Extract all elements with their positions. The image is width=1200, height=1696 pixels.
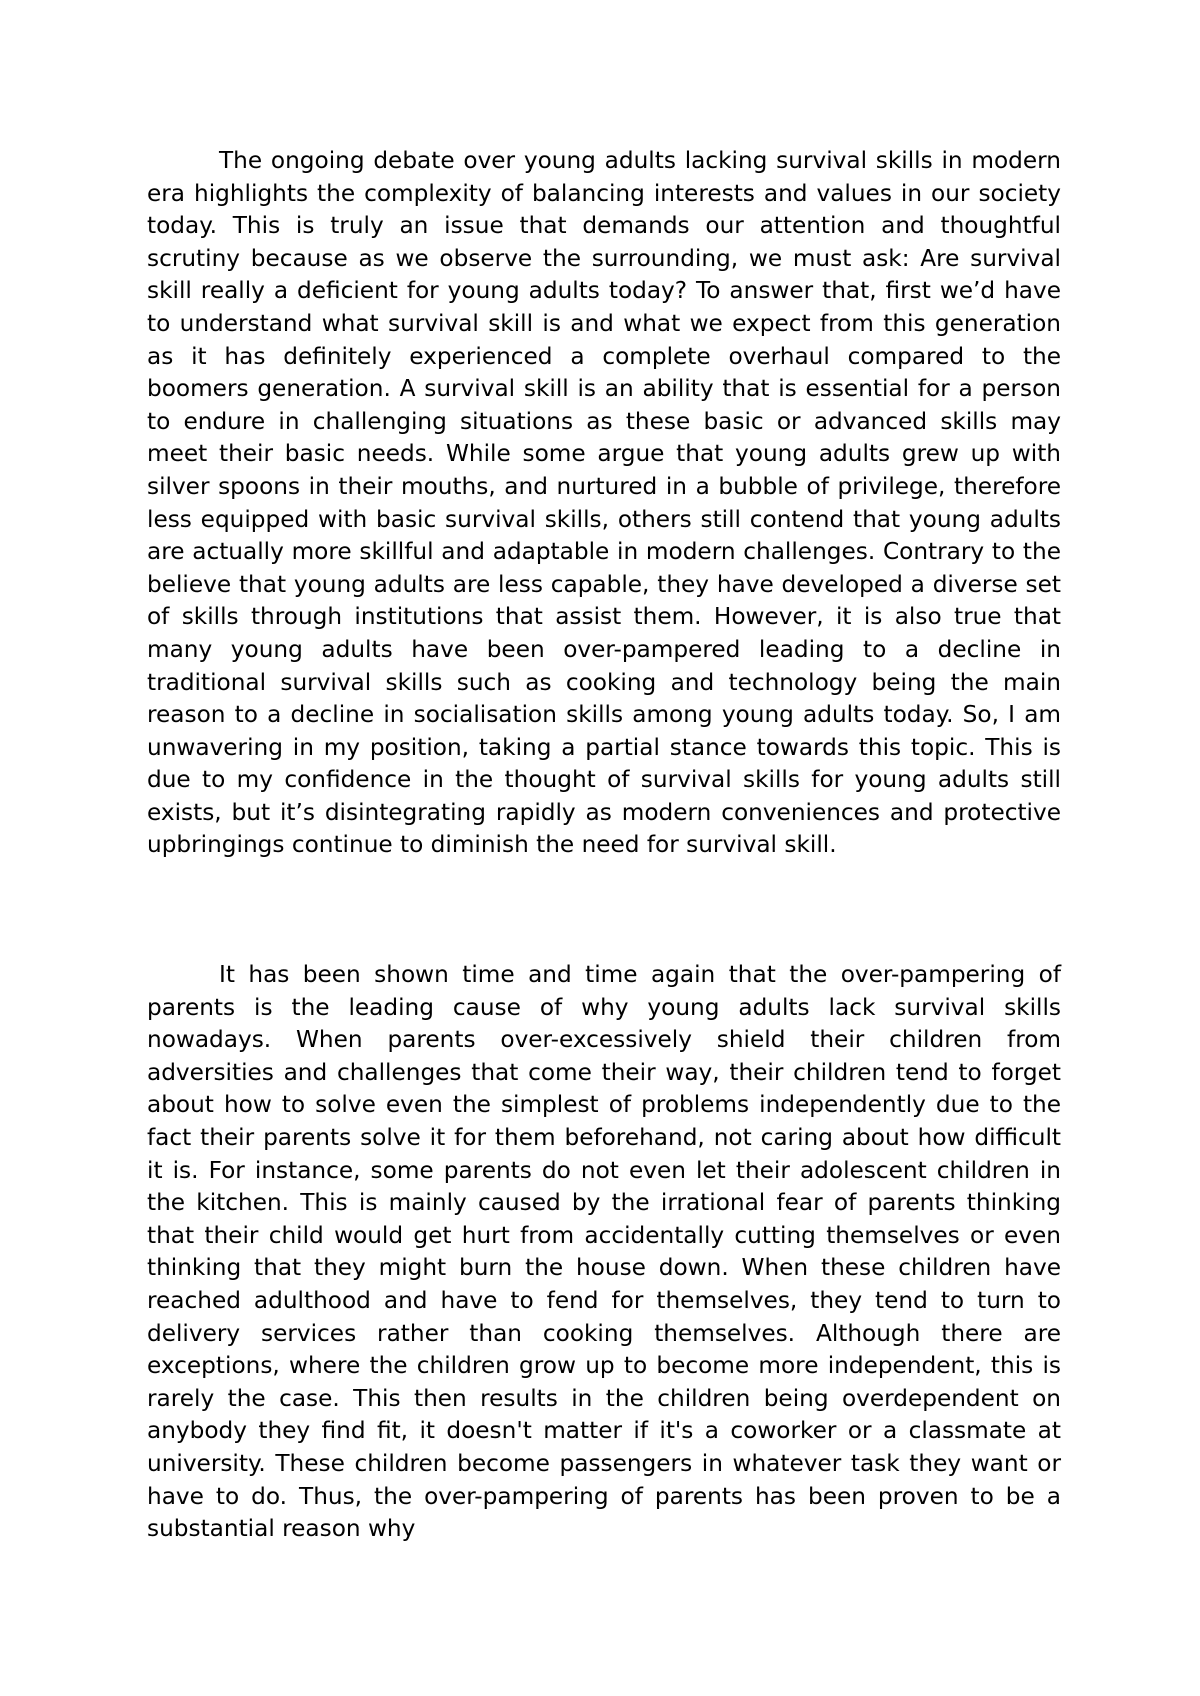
essay-body bbox=[147, 145, 1061, 1546]
paragraph-introduction: The ongoing debate over young adults lacking survival skills in modern era highlights the complexity of balancing interests and values in our society today. This is truly an issue that demands our attention and thoughtful scrutiny because as we observe the surrounding, we must ask: Are survival skill really a deficient for young adults today? To answer that, first we’d have to understand what survival skill is and what we expect from this generation as it has definitely experienced a complete overhaul compared to the boomers generation. A survival skill is an ability that is essential for a person to endure in challenging situations as these basic or advanced skills may meet their basic needs. While some argue that young adults grew up with silver spoons in their mouths, and nurtured in a bubble of privilege, therefore less equipped with basic survival skills, others still contend that young adults are actually more skillful and adaptable in modern challenges. Contrary to the believe that young adults are less capable, they have developed a diverse set of skills through institutions that assist them. However, it is also true that many young adults have been over-pampered leading to a decline in traditional survival skills such as cooking and technology being the main reason to a decline in socialisation skills among young adults today. So, I am unwavering in my position, taking a partial stance towards this topic. This is due to my confidence in the thought of survival skills for young adults still exists, but it’s disintegrating rapidly as modern conveniences and protective upbringings continue to diminish the need for survival skill. bbox=[147, 147, 1061, 859]
paragraph-body-1: It has been shown time and time again that the over-pampering of parents is the leading cause of why young adults lack survival skills nowadays. When parents over-excessively shield their children from adversities and challenges that come their way, their children tend to forget about how to solve even the simplest of problems independently due to the fact their parents solve it for them beforehand, not caring about how difficult it is. For instance, some parents do not even let their adolescent children in the kitchen. This is mainly caused by the irrational fear of parents thinking that their child would get hurt from accidentally cutting themselves or even thinking that they might burn the house down. When these children have reached adulthood and have to fend for themselves, they tend to turn to delivery services rather than cooking themselves. Although there are exceptions, where the children grow up to become more independent, this is rarely the case. This then results in the children being overdependent on anybody they find fit, it doesn't matter if it's a coworker or a classmate at university. These children become passengers in whatever task they want or have to do. Thus, the over-pampering of parents has been proven to be a substantial reason why bbox=[147, 961, 1061, 1543]
